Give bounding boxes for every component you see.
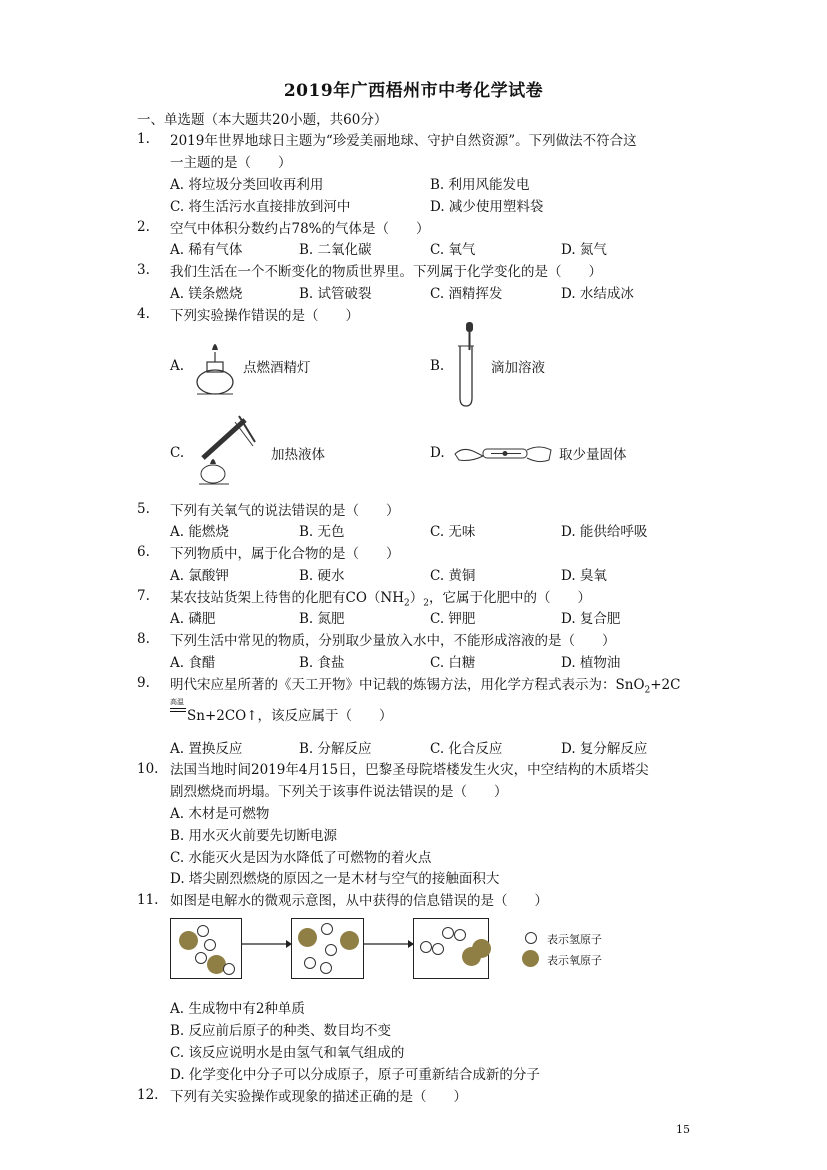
option-b[interactable]: B. 反应前后原子的种类、数目均不变 — [170, 1023, 392, 1039]
oxygen-atom — [179, 931, 198, 950]
hydrogen-atom-legend-icon — [525, 932, 537, 944]
hydrogen-atom — [325, 944, 337, 956]
question-text: 如图是电解水的微观示意图，从中获得的信息错误的是（ ） — [170, 893, 548, 909]
option-c[interactable]: C. 白糖 — [430, 655, 476, 671]
option-b[interactable]: B. — [430, 358, 445, 374]
question-text: 下列有关实验操作或现象的描述正确的是（ ） — [170, 1089, 467, 1105]
question-text: 剧烈燃烧而坍塌。下列关于该事件说法错误的是（ ） — [170, 784, 508, 800]
option-d[interactable]: D. 塔尖剧烈燃烧的原因之一是木材与空气的接触面积大 — [170, 871, 500, 887]
option-b-label: 滴加溶液 — [491, 360, 545, 376]
hydrogen-atom — [420, 941, 432, 953]
option-c[interactable]: C. 无味 — [430, 524, 476, 540]
option-c-label: 加热液体 — [271, 447, 325, 463]
option-c[interactable]: C. 氧气 — [430, 242, 476, 258]
option-c[interactable]: C. 酒精挥发 — [430, 286, 503, 302]
molecule-box-middle — [291, 918, 364, 979]
option-c[interactable]: C. 水能灭火是因为水降低了可燃物的着火点 — [170, 850, 432, 866]
question-number: 7. — [137, 588, 150, 604]
option-a[interactable]: A. 能燃烧 — [170, 524, 229, 540]
option-b[interactable]: B. 用水灭火前要先切断电源 — [170, 828, 338, 844]
equals-sign — [170, 708, 186, 712]
question-number: 10. — [137, 761, 159, 777]
section-heading: 一、单选题（本大题共20小题，共60分） — [137, 112, 388, 128]
molecule-box-after — [413, 918, 489, 979]
question-number: 2. — [137, 219, 150, 235]
option-d[interactable]: D. 植物油 — [561, 655, 621, 671]
page-title: 2019年广西梧州市中考化学试卷 — [283, 81, 544, 101]
question-number: 4. — [137, 306, 150, 322]
question-number: 11. — [137, 892, 159, 908]
question-text: 2019年世界地球日主题为“珍爱美丽地球、守护自然资源”。下列做法不符合这 — [170, 133, 637, 149]
option-d[interactable]: D. 臭氧 — [561, 568, 607, 584]
question-text: 法国当地时间2019年4月15日，巴黎圣母院塔楼发生火灾，中空结构的木质塔尖 — [170, 762, 649, 778]
option-c[interactable]: C. 该反应说明水是由氢气和氧气组成的 — [170, 1045, 405, 1061]
option-c[interactable]: C. 黄铜 — [430, 568, 476, 584]
question-text: 下列有关氧气的说法错误的是（ ） — [170, 503, 400, 519]
question-number: 1. — [137, 131, 150, 147]
hydrogen-atom — [432, 943, 444, 955]
option-b[interactable]: B. 二氧化碳 — [299, 242, 372, 258]
question-number: 8. — [137, 631, 150, 647]
question-text: 下列生活中常见的物质，分别取少量放入水中，不能形成溶液的是（ ） — [170, 633, 616, 649]
question-text: 我们生活在一个不断变化的物质世界里。下列属于化学变化的是（ ） — [170, 264, 602, 280]
hydrogen-atom — [321, 923, 333, 935]
molecule-box-before — [170, 918, 242, 979]
option-a[interactable]: A. — [170, 358, 185, 374]
hydrogen-atom — [195, 952, 207, 964]
option-d[interactable]: D. 氮气 — [561, 242, 607, 258]
hydrogen-atom — [442, 927, 454, 939]
option-a[interactable]: A. 氯酸钾 — [170, 568, 229, 584]
option-d[interactable]: D. 水结成冰 — [561, 286, 634, 302]
legend-hydrogen: 表示氢原子 — [547, 933, 602, 946]
option-c[interactable]: C. — [170, 445, 185, 461]
option-d[interactable]: D. 减少使用塑料袋 — [430, 199, 544, 215]
question-number: 5. — [137, 501, 150, 517]
heating-liquid-illustration — [195, 412, 270, 488]
option-a[interactable]: A. 镁条燃烧 — [170, 286, 243, 302]
option-a[interactable]: A. 木材是可燃物 — [170, 806, 270, 822]
hydrogen-atom — [197, 925, 209, 937]
oxygen-atom — [472, 939, 491, 958]
option-a[interactable]: A. 生成物中有2种单质 — [170, 1001, 305, 1017]
question-text: 某农技站货架上待售的化肥有$CO(NH_2)_2$，它属于化肥中的（ ） — [170, 590, 591, 609]
hydrogen-atom — [454, 929, 466, 941]
option-b[interactable]: B. 无色 — [299, 524, 345, 540]
option-d[interactable]: D. 化学变化中分子可以分成原子，原子可重新结合成新的分子 — [170, 1067, 540, 1083]
question-number: 6. — [137, 544, 150, 560]
arrow-icon — [364, 938, 414, 950]
question-text: 下列实验操作错误的是（ ） — [170, 308, 359, 324]
oxygen-atom — [298, 928, 317, 947]
option-a-label: 点燃酒精灯 — [243, 360, 311, 376]
question-text: 明代宋应星所著的《天工开物》中记载的炼锡方法，用化学方程式表示为：SnO$_2$+2C — [170, 677, 681, 696]
oxygen-atom-legend-icon — [522, 950, 539, 967]
question-number: 3. — [137, 262, 150, 278]
option-d[interactable]: D. 复合肥 — [561, 611, 621, 627]
option-c[interactable]: C. 将生活污水直接排放到河中 — [170, 199, 351, 215]
option-d[interactable]: D. 复分解反应 — [561, 741, 648, 757]
option-a[interactable]: A. 将垃圾分类回收再利用 — [170, 177, 324, 193]
hydrogen-atom — [223, 963, 235, 975]
option-c[interactable]: C. 钾肥 — [430, 611, 476, 627]
option-d-label: 取少量固体 — [559, 447, 627, 463]
option-a[interactable]: A. 置换反应 — [170, 741, 243, 757]
arrow-icon — [242, 938, 292, 950]
option-b[interactable]: B. 氮肥 — [299, 611, 345, 627]
option-b[interactable]: B. 硬水 — [299, 568, 345, 584]
hydrogen-atom — [320, 962, 332, 974]
option-a[interactable]: A. 稀有气体 — [170, 242, 243, 258]
question-number: 12. — [137, 1087, 159, 1103]
option-d[interactable]: D. — [430, 445, 445, 461]
option-c[interactable]: C. 化合反应 — [430, 741, 503, 757]
alcohol-lamp-lighting-illustration — [192, 330, 242, 400]
option-b[interactable]: B. 食盐 — [299, 655, 345, 671]
oxygen-atom — [340, 931, 359, 950]
dropper-test-tube-illustration — [452, 320, 488, 408]
hydrogen-atom — [304, 957, 316, 969]
page-number: 15 — [676, 1123, 690, 1136]
question-text: Sn+2CO↑，该反应属于（ ） — [187, 708, 393, 724]
option-a[interactable]: A. 磷肥 — [170, 611, 216, 627]
question-number: 9. — [137, 675, 150, 691]
option-a[interactable]: A. 食醋 — [170, 655, 216, 671]
option-b[interactable]: B. 分解反应 — [299, 741, 372, 757]
hydrogen-atom — [204, 939, 216, 951]
taking-solid-illustration — [453, 438, 555, 468]
legend-oxygen: 表示氧原子 — [547, 954, 602, 967]
reaction-condition: 高温 — [170, 698, 184, 706]
question-text: 空气中体积分数约占78%的气体是（ ） — [170, 221, 430, 237]
question-text: 一主题的是（ ） — [170, 155, 292, 171]
question-text: 下列物质中，属于化合物的是（ ） — [170, 546, 400, 562]
option-b[interactable]: B. 利用风能发电 — [430, 177, 530, 193]
option-d[interactable]: D. 能供给呼吸 — [561, 524, 648, 540]
option-b[interactable]: B. 试管破裂 — [299, 286, 372, 302]
